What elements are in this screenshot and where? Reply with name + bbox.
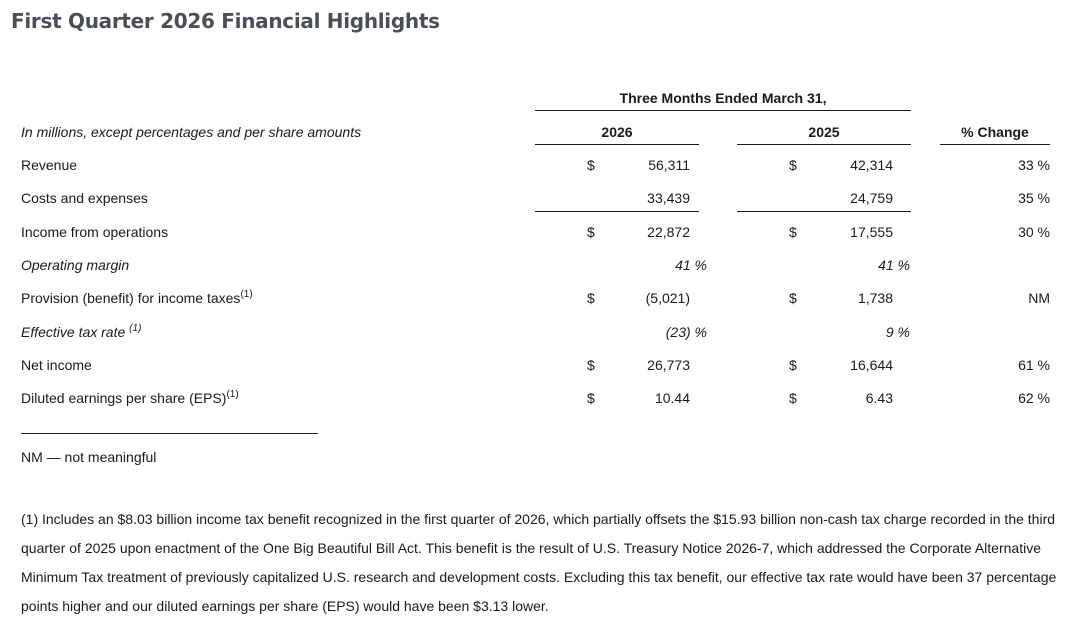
value-2025: 1,738 [857, 290, 893, 306]
nm-note: NM — not meaningful [21, 449, 157, 465]
value-2026: 56,311 [648, 157, 690, 173]
currency-2025: $ [789, 357, 797, 373]
value-2026: (5,021) [645, 290, 690, 306]
value-2025: 24,759 [850, 190, 893, 206]
footnote-marker: (1) [240, 289, 253, 300]
currency-2026: $ [587, 290, 595, 306]
value-2025: 6.43 [865, 390, 893, 406]
row-label [21, 289, 253, 307]
row-label [21, 256, 129, 274]
currency-2026: $ [587, 357, 595, 373]
subtotal-rule-2025 [737, 211, 911, 212]
value-2026: 26,773 [647, 357, 690, 373]
value-2025: 42,314 [850, 157, 893, 173]
row-label-text: Income from operations [21, 224, 169, 240]
value-2025: 17,555 [850, 224, 893, 240]
header-rule-2026 [535, 144, 699, 145]
row-label [21, 356, 92, 374]
page-title: First Quarter 2026 Financial Highlights [11, 9, 440, 33]
footnote-marker: (1) [226, 389, 239, 400]
footnote-text: (1) Includes an $8.03 billion income tax benefit recognized in the first quarter of 2026, which partially offsets the $15.93 billion non-cash tax charge recorded in the third quarter of 2025 upon enactment of the One Big Beautiful Bill Act. This benefit is the result of U.S. Treasury Notice 2026-7, which addressed the Corporate Alternative Minimum Tax treatment of previously capitalized U.S. research and development costs. Excluding this tax benefit, our effective tax rate would have been 37 percentage points higher and our diluted earnings per share (EPS) would have been $3.13 lower. [21, 511, 1057, 614]
currency-2025: $ [789, 224, 797, 240]
pct-change: 33 % [1018, 157, 1050, 173]
row-label-text: Costs and expenses [21, 190, 148, 206]
header-rule-change [940, 144, 1050, 145]
currency-2025: $ [789, 157, 797, 173]
value-2025: 9 % [885, 324, 910, 340]
footnote-marker: (1) [129, 323, 142, 334]
row-label [21, 156, 77, 174]
col-header-change: % Change [961, 124, 1029, 140]
footnote-separator [21, 433, 318, 434]
row-label-text: Effective tax rate [21, 324, 130, 340]
units-label: In millions, except percentages and per share amounts [21, 124, 362, 140]
value-2026: 33,439 [647, 190, 690, 206]
value-2026: 22,872 [647, 224, 690, 240]
row-label-text: Diluted earnings per share (EPS) [21, 390, 227, 406]
pct-change: 61 % [1018, 357, 1050, 373]
row-label [21, 323, 141, 341]
currency-2025: $ [789, 290, 797, 306]
row-label [21, 223, 168, 241]
pct-change: 30 % [1018, 224, 1050, 240]
period-header: Three Months Ended March 31, [619, 90, 827, 106]
currency-2026: $ [587, 157, 595, 173]
currency-2026: $ [587, 224, 595, 240]
row-label [21, 389, 239, 407]
row-label-text: Operating margin [21, 257, 130, 273]
header-rule-2025 [737, 144, 911, 145]
pct-change: 35 % [1018, 190, 1050, 206]
currency-2025: $ [789, 390, 797, 406]
row-label-text: Provision (benefit) for income taxes [21, 290, 241, 306]
subtotal-rule-2026 [535, 211, 699, 212]
value-2026: 41 % [675, 257, 707, 273]
col-header-2026: 2026 [601, 124, 633, 140]
period-header-rule [535, 110, 911, 111]
pct-change: NM [1028, 290, 1050, 306]
value-2026: (23) % [665, 324, 707, 340]
col-header-2025: 2025 [808, 124, 840, 140]
value-2025: 41 % [878, 257, 910, 273]
pct-change: 62 % [1018, 390, 1050, 406]
row-label-text: Revenue [21, 157, 78, 173]
row-label [21, 189, 148, 207]
row-label-text: Net income [21, 357, 92, 373]
value-2026: 10.44 [654, 390, 690, 406]
currency-2026: $ [587, 390, 595, 406]
value-2025: 16,644 [850, 357, 893, 373]
